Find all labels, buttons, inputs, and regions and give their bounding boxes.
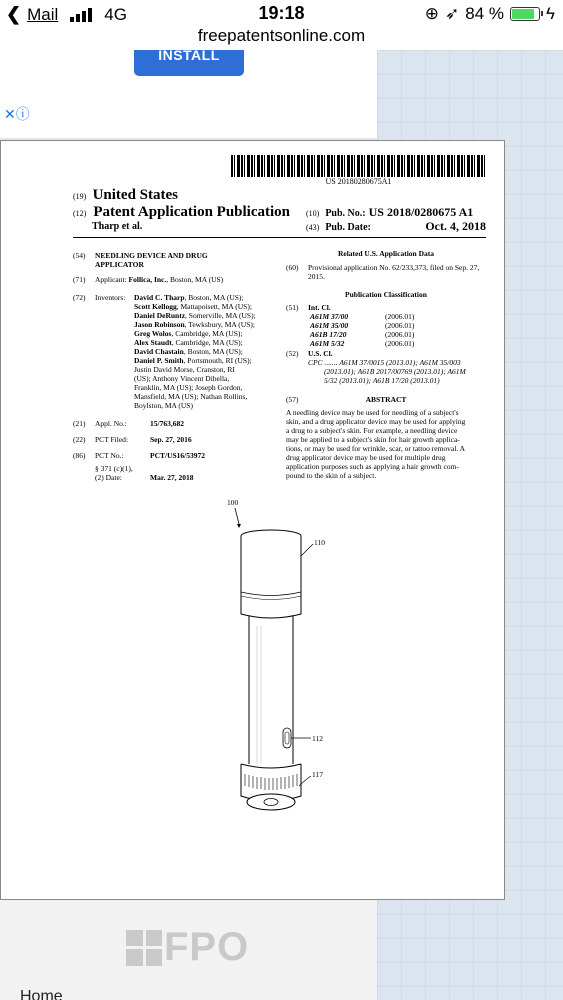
int-cl-version: (2006.01)	[385, 312, 415, 321]
status-right	[425, 4, 555, 24]
pub-type: Patent Application Publication	[93, 204, 291, 220]
s371-date-label: (2) Date:	[95, 473, 122, 482]
us-cl-code: (52)	[286, 349, 299, 358]
pub-date-code: (43)	[306, 223, 320, 232]
inventor-line: (US); Anthony Vincent Dibella,	[134, 374, 230, 383]
patent-title: NEEDLING DEVICE AND DRUG APPLICATOR	[95, 251, 208, 269]
status-bar	[0, 0, 563, 28]
int-cl-version: (2006.01)	[385, 339, 415, 348]
applicant-location: , Boston, MA (US)	[166, 275, 224, 284]
location-icon: ➶	[445, 4, 460, 23]
provisional-text: Provisional application No. 62/233,373, filed on Sep. 27, 2015.	[308, 263, 480, 281]
rotation-lock-icon: ⊕	[424, 4, 439, 23]
pct-filed-label: PCT Filed:	[95, 435, 128, 444]
country-line	[73, 187, 178, 204]
pct-filed-date: Sep. 27, 2016	[150, 435, 192, 444]
country-code: (19)	[73, 192, 87, 201]
inventor-short: Tharp et al.	[92, 221, 143, 232]
back-to-app-link[interactable]: Mail	[27, 4, 59, 24]
abstract-line: drug applicator device may be used for multiple drug	[286, 453, 446, 462]
fpo-logo-icon	[126, 930, 162, 966]
cpc-line: 5/32 (2013.01); A61B 17/20 (2013.01)	[324, 376, 440, 385]
barcode	[231, 155, 486, 177]
int-cl-label: Int. Cl.	[308, 303, 331, 312]
pub-date-label: Pub. Date:	[325, 222, 371, 233]
pub-date	[306, 219, 486, 234]
appl-number: 15/763,682	[150, 419, 184, 428]
int-cl-version: (2006.01)	[385, 321, 415, 330]
inventor-line: David Chastain, Boston, MA (US);	[134, 347, 243, 356]
inventors-list	[134, 293, 274, 410]
s371-date: Mar. 27, 2018	[150, 473, 194, 482]
inventor-line: Daniel P. Smith, Portsmouth, RI (US);	[134, 356, 252, 365]
inventor-line: Mansfield, MA (US); Nathan Rollins,	[134, 392, 248, 401]
related-data-title: Related U.S. Application Data	[337, 249, 435, 258]
ref-label-117: 117	[312, 770, 323, 779]
pct-filed-code: (22)	[73, 435, 86, 444]
cpc-field	[308, 358, 488, 385]
abstract-line: may be applied to a subject's skin for hair growth applica-	[286, 435, 460, 444]
pct-no-code: (86)	[73, 451, 86, 460]
abstract-title: ABSTRACT	[365, 395, 407, 404]
patent-front-page	[0, 140, 505, 900]
pub-no-label: Pub. No.:	[325, 208, 366, 219]
inventor-line: Jason Robinson, Tewksbury, MA (US);	[134, 320, 255, 329]
inventors-code: (72)	[73, 293, 86, 302]
int-cl-list	[310, 312, 470, 348]
inventor-line: Daniel DeRuntz, Somerville, MA (US);	[134, 311, 256, 320]
applicant-line	[95, 275, 223, 284]
int-cl-class: A61M 5/32	[310, 339, 345, 348]
header-rule	[73, 237, 486, 238]
applicant-name: Follica, Inc.	[128, 275, 167, 284]
pub-type-code: (12)	[73, 209, 87, 218]
appl-code: (21)	[73, 419, 86, 428]
country: United States	[92, 187, 178, 203]
ad-banner	[0, 50, 377, 138]
int-cl-class: A61M 35/00	[310, 321, 349, 330]
site-footer	[0, 900, 377, 1000]
inventor-line: Justin David Morse, Cranston, RI	[134, 365, 235, 374]
inventor-line: Boylston, MA (US)	[134, 401, 193, 410]
fpo-logo-text: FPO	[164, 925, 250, 969]
int-cl-row	[310, 339, 470, 348]
device-illustration	[201, 496, 351, 816]
applicant-code: (71)	[73, 275, 86, 284]
ref-label-112: 112	[312, 734, 323, 743]
applicant-label: Applicant:	[95, 275, 127, 284]
inventor-line: David C. Tharp, Boston, MA (US);	[134, 293, 244, 302]
battery-icon	[510, 7, 540, 21]
pub-no-value: US 2018/0280675 A1	[368, 205, 474, 219]
int-cl-row	[310, 312, 470, 321]
inventor-line: Greg Wolos, Cambridge, MA (US);	[134, 329, 243, 338]
abstract-code: (57)	[286, 395, 299, 404]
adchoices-icon[interactable]: ✕ⓘ	[4, 106, 30, 122]
barcode-number: US 20180280675A1	[325, 177, 392, 186]
provisional-code: (60)	[286, 263, 299, 272]
clock: 19:18	[258, 3, 305, 23]
int-cl-class: A61B 17/20	[310, 330, 347, 339]
url-bar[interactable]: freepatentsonline.com	[197, 26, 366, 45]
int-cl-class: A61M 37/00	[310, 312, 349, 321]
abstract-line: a drug to a subject's skin. For example, a needling device	[286, 426, 458, 435]
charging-icon: ϟ	[546, 4, 555, 23]
abstract-line: pound to the skin of a subject.	[286, 471, 377, 480]
fpo-logo[interactable]	[126, 925, 249, 970]
abstract-line: application purposes such as applying a hair growth com-	[286, 462, 459, 471]
inventors-label: Inventors:	[95, 293, 126, 302]
inventor-line: Alex Staudt, Cambridge, MA (US);	[134, 338, 243, 347]
inventor-line: Scott Kellogg, Mattapoisett, MA (US);	[134, 302, 252, 311]
install-button[interactable]: INSTALL	[134, 50, 244, 76]
int-cl-version: (2006.01)	[385, 330, 415, 339]
int-cl-code: (51)	[286, 303, 299, 312]
cpc-line: CPC ....... A61M 37/0015 (2013.01); A61M 35/003	[308, 358, 461, 367]
pub-date-value: Oct. 4, 2018	[425, 219, 486, 233]
pub-number	[306, 205, 473, 220]
pct-number: PCT/US16/53972	[150, 451, 206, 460]
home-link[interactable]: Home	[20, 988, 63, 1000]
abstract-line: tions, or may be used for wrinkle, scar, or tattoo removal. A	[286, 444, 466, 453]
ref-label-100: 100	[227, 498, 239, 507]
abstract-text	[286, 408, 486, 480]
cpc-line: (2013.01); A61B 2017/00769 (2013.01); A61M	[324, 367, 466, 376]
network-type: 4G	[104, 4, 127, 24]
us-cl-label: U.S. Cl.	[308, 349, 333, 358]
abstract-line: A needling device may be used for needling of a subject's	[286, 408, 459, 417]
int-cl-row	[310, 321, 470, 330]
inventor-line: Franklin, MA (US); Joseph Gordon,	[134, 383, 243, 392]
title-code: (54)	[73, 251, 86, 260]
int-cl-row	[310, 330, 470, 339]
s371-label: § 371 (c)(1),	[95, 464, 133, 473]
pct-no-label: PCT No.:	[95, 451, 124, 460]
pub-type-line	[73, 203, 290, 221]
patent-drawing	[201, 496, 351, 816]
abstract-line: skin, and a drug applicator device may be used for applying	[286, 417, 466, 426]
appl-label: Appl. No.:	[95, 419, 127, 428]
pub-class-title: Publication Classification	[345, 290, 427, 299]
ref-label-110: 110	[314, 538, 325, 547]
pub-no-code: (10)	[306, 209, 320, 218]
battery-percent: 84 %	[465, 4, 504, 23]
back-chevron-icon[interactable]: ❮	[6, 4, 22, 24]
